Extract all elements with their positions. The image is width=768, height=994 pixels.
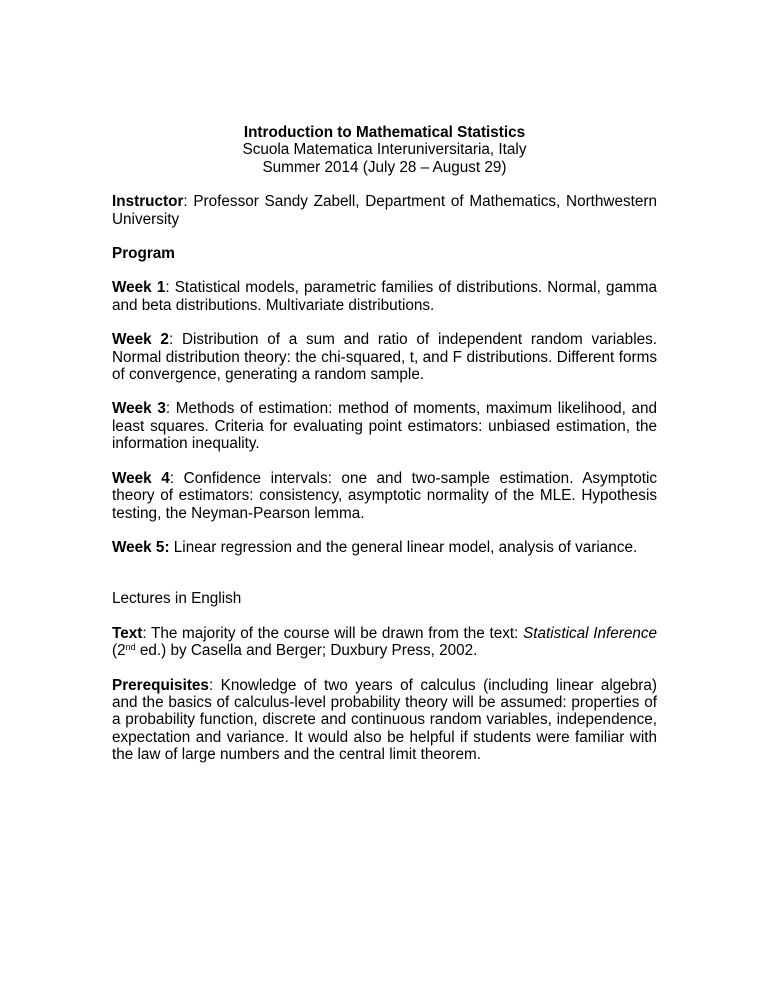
instructor-label: Instructor: [112, 193, 184, 211]
text-label: Text: [112, 624, 143, 642]
instructor-text: : Professor Sandy Zabell, Department of Mathematics, Northwestern University: [112, 193, 657, 228]
lectures-language: Lectures in English: [112, 590, 242, 608]
week-text: : Statistical models, parametric families of distributions. Normal, gamma and beta distributions. Multivariate distributions.: [112, 279, 657, 314]
week-text: : Confidence intervals: one and two-sample estimation. Asymptotic theory of estimators: consistency, asymptotic normality of the MLE. Hypothesis testing, the Neyman-Pearson lemma.: [112, 469, 657, 522]
week-1: [112, 279, 657, 314]
week-paragraph: [112, 539, 657, 556]
week-5: [112, 539, 657, 556]
edition-open: (2: [112, 642, 126, 660]
edition-superscript: nd: [125, 642, 136, 653]
week-label: Week 2: [112, 331, 169, 349]
week-4: [112, 470, 657, 522]
document-page: [112, 124, 657, 781]
program-heading: [112, 245, 657, 262]
week-label: Week 1: [112, 279, 166, 297]
course-dates: Summer 2014 (July 28 – August 29): [262, 158, 507, 176]
program-heading-text: Program: [112, 245, 175, 263]
week-3: [112, 400, 657, 452]
week-paragraph: [112, 470, 657, 522]
course-title: Introduction to Mathematical Statistics: [243, 124, 526, 141]
week-text: Linear regression and the general linear model, analysis of variance.: [169, 538, 638, 556]
week-text: : Distribution of a sum and ratio of independent random variables. Normal distribution theory: the chi-squared, t, and F distributions. Different forms of convergence, generating a random sample.: [112, 331, 657, 384]
text-rest: ed.) by Casella and Berger; Duxbury Press, 2002.: [135, 642, 478, 660]
week-paragraph: [112, 331, 657, 383]
week-paragraph: [112, 400, 657, 452]
book-title: Statistical Inference: [523, 624, 657, 642]
instructor-paragraph: [112, 193, 657, 228]
week-label: Week 4: [112, 469, 170, 487]
prerequisites-paragraph: [112, 677, 657, 764]
week-label: Week 3: [112, 400, 166, 418]
week-text: : Methods of estimation: method of moments, maximum likelihood, and least squares. Criteria for evaluating point estimators: unbiased estimation, the information inequality.: [112, 400, 658, 453]
text-intro: : The majority of the course will be drawn from the text:: [142, 624, 524, 642]
text-paragraph: [112, 625, 657, 660]
prerequisites-label: Prerequisites: [112, 676, 209, 694]
week-label: Week 5:: [112, 538, 170, 556]
week-2: [112, 331, 657, 383]
school-name: Scuola Matematica Interuniversitaria, Italy: [242, 141, 527, 159]
title-block: [112, 124, 657, 176]
week-paragraph: [112, 279, 657, 314]
prerequisites-text: : Knowledge of two years of calculus (including linear algebra) and the basics of calculus-level probability theory will be assumed: properties of a probability function, discrete and continuous random variables, independence, expectation and variance. It would also be helpful if students were familiar with the law of large numbers and the central limit theorem.: [112, 676, 657, 764]
spacer: [112, 573, 657, 590]
